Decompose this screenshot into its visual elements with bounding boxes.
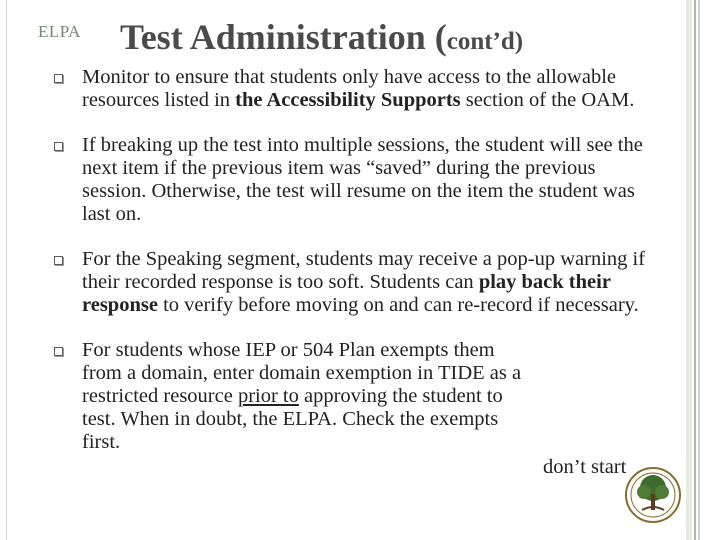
bullet-text: prior to: [237, 385, 299, 407]
bullet-text: approving the student to test. When in doubt, the ELPA. Check the exempts first.: [82, 385, 503, 453]
bullet-text: the Accessibility Supports: [235, 89, 461, 111]
bullet-item-4: [54, 339, 532, 454]
checkbox-bullet-icon: [54, 74, 63, 83]
bullet-text: For the Speaking segment, students may receive a pop-up warning if their recorded response is too soft. Students can: [82, 248, 646, 293]
bullet-item-2: [54, 134, 664, 226]
bullet-text: If breaking up the test into multiple sessions, the student will see the next item if the previous item was “saved” during the previous session. Otherwise, the test will resume on the item the student was last on.: [82, 134, 643, 225]
right-decorative-border: [686, 0, 720, 540]
slide-title: [120, 16, 523, 58]
checkbox-bullet-icon: [54, 347, 63, 356]
bullet-text: section of the OAM.: [460, 89, 635, 111]
bullet-text: Monitor to ensure that students only have access to the allowable resources listed in: [82, 66, 617, 111]
title-continued: cont’d): [446, 28, 524, 55]
bullet-item-1: [54, 66, 664, 112]
tree-seal-icon: [624, 466, 682, 524]
checkbox-bullet-icon: [54, 256, 63, 265]
bullet-text: play back their response: [82, 271, 611, 316]
bullet-text: For students whose IEP or 504 Plan exempts them from a domain, enter domain exemption in TIDE as a restricted resource: [82, 339, 522, 407]
bullet-item-3: [54, 248, 664, 317]
left-divider: [6, 0, 7, 540]
program-tag: ELPA: [38, 22, 81, 41]
checkbox-bullet-icon: [54, 142, 63, 151]
bullet-text: to verify before moving on and can re-record if necessary.: [157, 294, 639, 316]
title-main: Test Administration (: [120, 17, 447, 57]
bullet-list: [54, 66, 664, 476]
bullet-4-trailing-text: don’t start: [543, 456, 627, 478]
